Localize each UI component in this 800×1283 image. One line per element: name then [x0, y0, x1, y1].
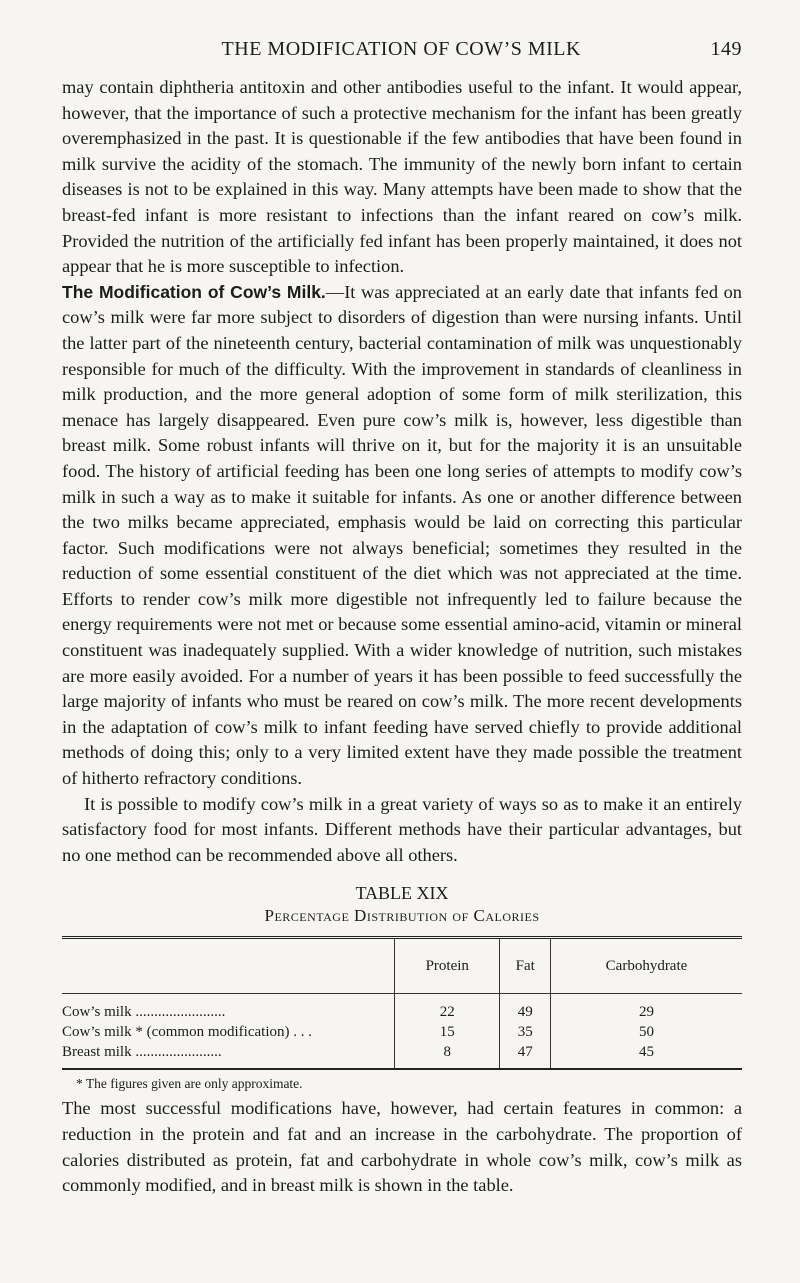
header-protein: Protein — [395, 938, 500, 994]
table-row — [62, 1022, 742, 1042]
header-carbohydrate: Carbohydrate — [550, 938, 742, 994]
row-label: Cow’s milk * (common modification) . . . — [62, 1024, 312, 1041]
body-text — [62, 75, 742, 868]
header-fat: Fat — [500, 938, 550, 994]
book-page — [62, 38, 742, 1199]
cell-fat: 35 — [500, 1022, 550, 1042]
cell-fat: 49 — [500, 994, 550, 1023]
table-caption: Percentage Distribution of Calories — [264, 906, 540, 926]
page-number: 149 — [710, 38, 742, 60]
paragraph-2 — [62, 280, 742, 792]
running-title: THE MODIFICATION OF COW’S MILK — [221, 38, 581, 60]
table-row — [62, 994, 742, 1023]
table-footnote: * The figures given are only approximate. — [76, 1076, 303, 1092]
paragraph-4: The most successful modifications have, however, had certain features in common: a reduction in the protein and fat and an increase in the carbohydrate. The proportion of calories distributed as protein, fat and carbohydrate in whole cow’s milk, cow’s milk as commonly modified, and in breast milk is shown in the table. — [62, 1098, 742, 1196]
row-label: Breast milk ....................... — [62, 1044, 222, 1061]
cell-fat: 47 — [500, 1042, 550, 1069]
cell-carbohydrate: 29 — [550, 994, 742, 1023]
cell-carbohydrate: 50 — [550, 1022, 742, 1042]
paragraph-1: may contain diphtheria antitoxin and other antibodies useful to the infant. It would appear, however, that the importance of such a protective mechanism for the infant has been greatly overemphasized in the past. It is questionable if the few antibodies that have been found in milk survive the acidity of the stomach. The immunity of the newly born infant to certain diseases is not to be explained in this way. Many attempts have been made to show that the breast-fed infant is more resistant to infections than the infant reared on cow’s milk. Provided the nutrition of the artificially fed infant has been properly maintained, it does not appear that he is more susceptible to infection. — [62, 77, 742, 277]
row-label: Cow’s milk ........................ — [62, 1004, 226, 1021]
paragraph-3: It is possible to modify cow’s milk in a great variety of ways so as to make it an entirely satisfactory food for most infants. Different methods have their particular advantages, but no one method can be recommended above all others. — [62, 793, 742, 865]
calorie-distribution-table — [62, 936, 742, 1070]
cell-protein: 15 — [395, 1022, 500, 1042]
closing-text — [62, 1096, 742, 1198]
paragraph-2-text: —It was appreciated at an early date that infants fed on cow’s milk were far more subject to disorders of digestion than were nursing infants. Until the latter part of the nineteenth century, bacterial contamination of milk was unquestionably responsible for much of the difficulty. With the improvement in standards of cleanliness in milk production, and the more general adoption of some form of milk sterilization, this menace has largely disappeared. Even pure cow’s milk is, however, less digestible than breast milk. Some robust infants will thrive on it, but for the majority it is an unsuitable food. The history of artificial feeding has been one long series of attempts to modify cow’s milk in such a way as to make it suitable for infants. As one or another difference between the two milks became appreciated, emphasis would be laid on correcting this particular factor. Such modifications were not always beneficial; sometimes they resulted in the reduction of some essential constituent of the diet which was not appreciated at the time. Efforts to render cow’s milk more digestible not infrequently led to failure because the energy requirements were not met or because some essential amino-acid, vitamin or mineral constituent was inadequately supplied. With a wider knowledge of nutrition, such mistakes are more easily avoided. For a number of years it has been possible to feed successfully the large majority of infants who must be reared on cow’s milk. The more recent developments in the adaptation of cow’s milk to infant feeding have served chiefly to provide additional methods of doing this; only to a very limited extent have they made possible the treatment of hitherto refractory conditions. — [62, 281, 742, 789]
table-number: TABLE XIX — [355, 883, 449, 904]
table-header-row — [62, 938, 742, 994]
cell-carbohydrate: 45 — [550, 1042, 742, 1069]
section-heading: The Modification of Cow’s Milk. — [62, 281, 326, 302]
header-label-column — [62, 938, 395, 994]
running-head — [62, 38, 742, 61]
cell-protein: 8 — [395, 1042, 500, 1069]
table-row — [62, 1042, 742, 1069]
cell-protein: 22 — [395, 994, 500, 1023]
